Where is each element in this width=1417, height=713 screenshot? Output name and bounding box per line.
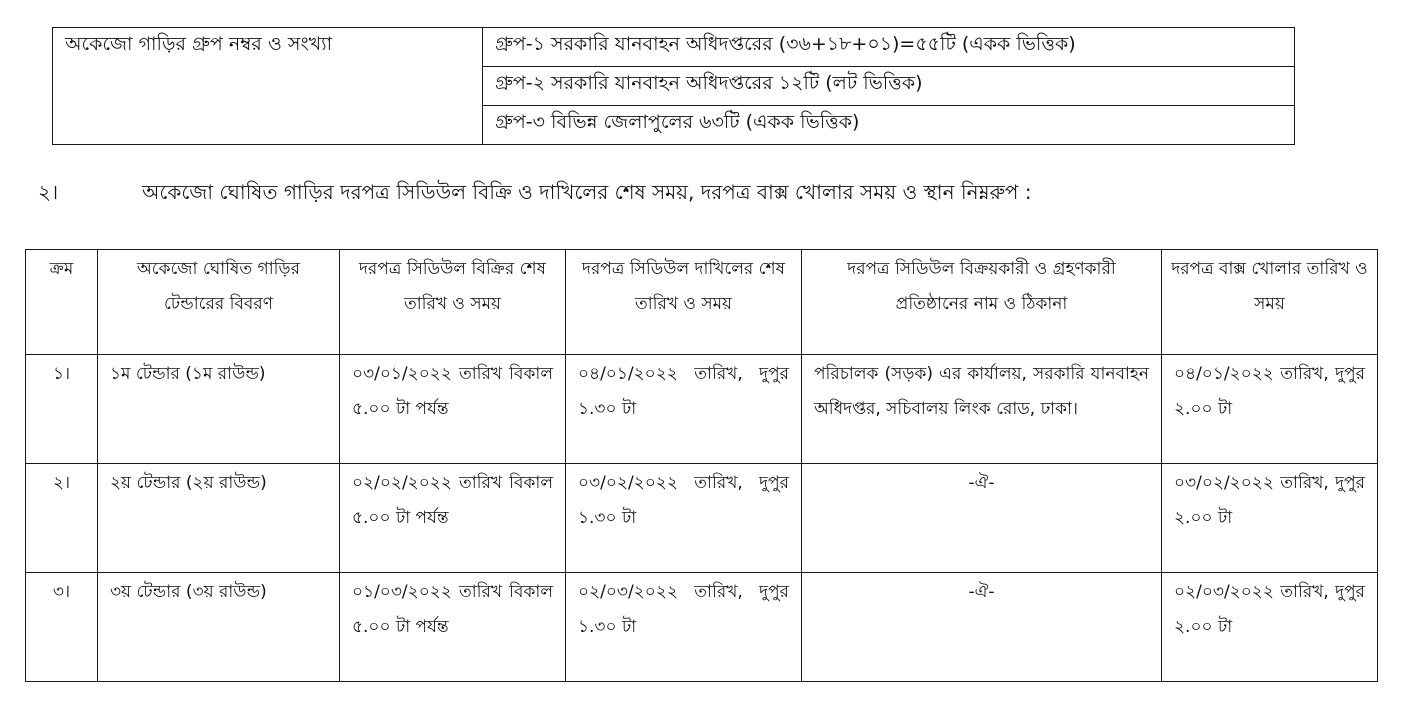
tender-schedule-table	[25, 249, 1378, 682]
cell-opening: ০৪/০১/২০২২ তারিখ, দুপুর ২.০০ টা	[1162, 355, 1378, 464]
cell-opening: ০৩/০২/২০২২ তারিখ, দুপুর ২.০০ টা	[1162, 464, 1378, 573]
header-organization: দরপত্র সিডিউল বিক্রয়কারী ও গ্রহণকারী প্রতিষ্ঠানের নাম ও ঠিকানা	[802, 250, 1162, 355]
cell-organization: পরিচালক (সড়ক) এর কার্যালয়, সরকারি যানবাহন অধিদপ্তর, সচিবালয় লিংক রোড, ঢাকা।	[802, 355, 1162, 464]
cell-description: ২য় টেন্ডার (২য় রাউন্ড)	[98, 464, 340, 573]
section-text: অকেজো ঘোষিত গাড়ির দরপত্র সিডিউল বিক্রি ও দাখিলের শেষ সময়, দরপত্র বাক্স খোলার সময় ও স্থান নিম্নরুপ :	[142, 180, 1032, 204]
cell-submit-deadline: ০৩/০২/২০২২ তারিখ, দুপুর ১.৩০ টা	[566, 464, 802, 573]
header-serial: ক্রম	[26, 250, 98, 355]
cell-opening: ০২/০৩/২০২২ তারিখ, দুপুর ২.০০ টা	[1162, 573, 1378, 682]
header-description: অকেজো ঘোষিত গাড়ির টেন্ডারের বিবরণ	[98, 250, 340, 355]
table-row	[26, 464, 1378, 573]
cell-organization: -ঐ-	[802, 573, 1162, 682]
cell-submit-deadline: ০২/০৩/২০২২ তারিখ, দুপুর ১.৩০ টা	[566, 573, 802, 682]
cell-serial: ৩।	[26, 573, 98, 682]
group-1-cell: গ্রুপ-১ সরকারি যানবাহন অধিদপ্তরের (৩৬+১৮+০১)=৫৫টি (একক ভিত্তিক)	[483, 28, 1295, 67]
table-row	[26, 573, 1378, 682]
cell-description: ৩য় টেন্ডার (৩য় রাউন্ড)	[98, 573, 340, 682]
vehicle-groups-table	[52, 27, 1295, 145]
header-sale-deadline: দরপত্র সিডিউল বিক্রির শেষ তারিখ ও সময়	[340, 250, 566, 355]
groups-row	[53, 28, 1295, 67]
cell-sale-deadline: ০৩/০১/২০২২ তারিখ বিকাল ৫.০০ টা পর্যন্ত	[340, 355, 566, 464]
section-2-intro	[38, 176, 1398, 208]
cell-sale-deadline: ০১/০৩/২০২২ তারিখ বিকাল ৫.০০ টা পর্যন্ত	[340, 573, 566, 682]
table-header-row	[26, 250, 1378, 355]
cell-sale-deadline: ০২/০২/২০২২ তারিখ বিকাল ৫.০০ টা পর্যন্ত	[340, 464, 566, 573]
header-opening: দরপত্র বাক্স খোলার তারিখ ও সময়	[1162, 250, 1378, 355]
cell-description: ১ম টেন্ডার (১ম রাউন্ড)	[98, 355, 340, 464]
table-row	[26, 355, 1378, 464]
cell-organization: -ঐ-	[802, 464, 1162, 573]
section-number: ২।	[38, 180, 59, 204]
group-3-cell: গ্রুপ-৩ বিভিন্ন জেলাপুলের ৬৩টি (একক ভিত্তিক)	[483, 106, 1295, 145]
group-2-cell: গ্রুপ-২ সরকারি যানবাহন অধিদপ্তরের ১২টি (লট ভিত্তিক)	[483, 67, 1295, 106]
groups-label: অকেজো গাড়ির গ্রুপ নম্বর ও সংখ্যা	[53, 28, 483, 145]
header-submit-deadline: দরপত্র সিডিউল দাখিলের শেষ তারিখ ও সময়	[566, 250, 802, 355]
cell-serial: ১।	[26, 355, 98, 464]
cell-submit-deadline: ০৪/০১/২০২২ তারিখ, দুপুর ১.৩০ টা	[566, 355, 802, 464]
cell-serial: ২।	[26, 464, 98, 573]
